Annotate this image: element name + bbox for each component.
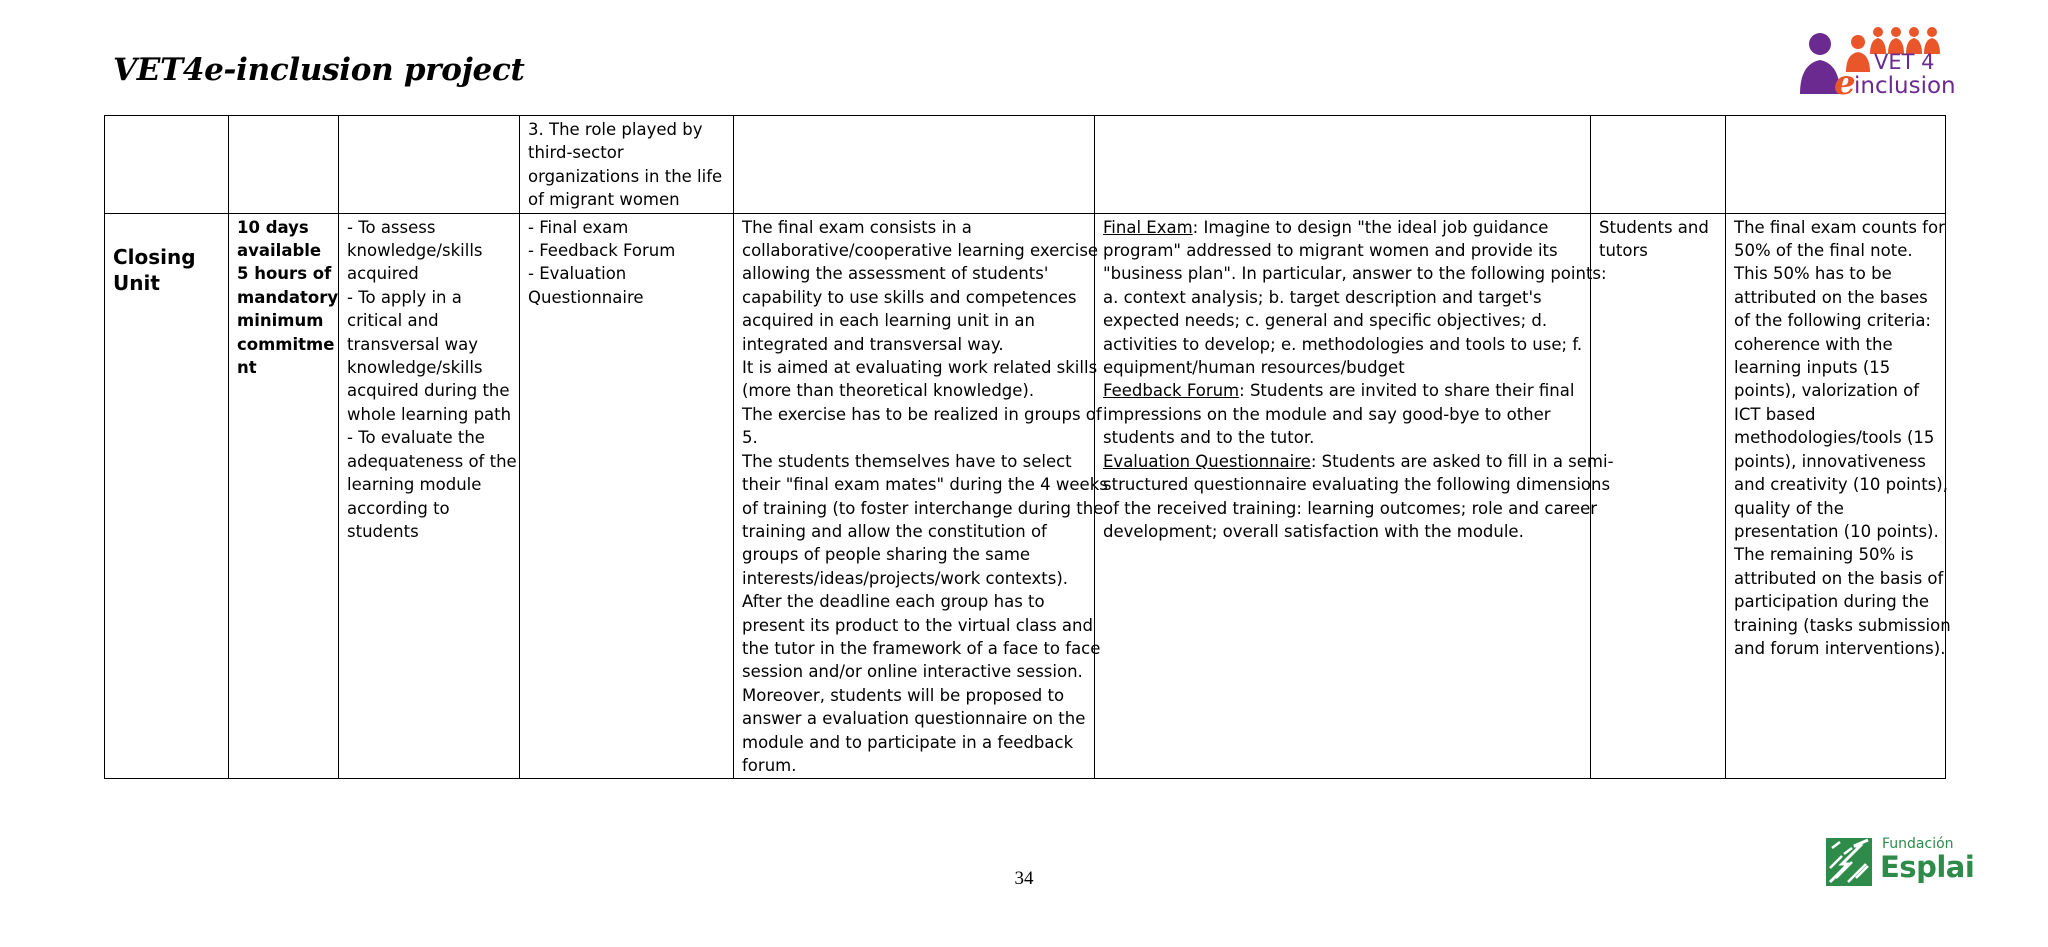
text-line: attributed on the basis of [1734, 568, 1944, 588]
text-line: 3. The role played by [528, 120, 703, 139]
text-line: knowledge/skills [347, 358, 483, 378]
text-line: impressions on the module and say good-bye to other [1103, 404, 1551, 424]
table-cell-contents [520, 116, 734, 214]
text-line: learning inputs (15 [1734, 358, 1891, 378]
text-line: - Feedback Forum [528, 241, 676, 261]
table-row-closing-unit [105, 213, 1946, 779]
text-line: a. context analysis; b. target description and target's [1103, 287, 1542, 307]
text-line: Questionnaire [528, 287, 644, 307]
text-line: answer a evaluation questionnaire on the [742, 709, 1086, 729]
text-line: tutors [1599, 241, 1648, 261]
text-line: The final exam consists in a [742, 217, 972, 237]
page-number: 34 [1014, 868, 1034, 889]
text-line [1103, 450, 1614, 473]
evaluation-cell [1726, 213, 1951, 779]
evaluation-questionnaire-heading: Evaluation Questionnaire [1103, 451, 1311, 471]
text-line: collaborative/cooperative learning exercise [742, 241, 1099, 261]
text-line: expected needs; c. general and specific objectives; d. [1103, 311, 1548, 331]
text-line: "business plan". In particular, answer to the following points: [1103, 264, 1607, 284]
esplai-mark-icon [1826, 838, 1872, 886]
text-line: structured questionnaire evaluating the following dimensions [1103, 475, 1611, 495]
text-line: of the following criteria: [1734, 311, 1931, 331]
feedback-forum-heading: Feedback Forum [1103, 381, 1240, 401]
text-line: capability to use skills and competences [742, 287, 1077, 307]
text-line: After the deadline each group has to [742, 592, 1045, 612]
text-line: ICT based [1734, 404, 1816, 424]
text-line: training and allow the constitution of [742, 521, 1047, 541]
text-line: This 50% has to be [1734, 264, 1892, 284]
text-line [1103, 216, 1583, 239]
text-line: (more than theoretical knowledge). [742, 381, 1035, 401]
text-line: methodologies/tools (15 [1734, 428, 1935, 448]
text-line: groups of people sharing the same [742, 545, 1031, 565]
text-line: acquired during the [347, 381, 510, 401]
text-line: and forum interventions). [1734, 638, 1946, 658]
text-line: of migrant women [528, 190, 680, 210]
text-line: training (tasks submission [1734, 615, 1951, 635]
text-line: mandatory [237, 287, 339, 307]
text-line: of training (to foster interchange during the [742, 498, 1104, 518]
text-line: development; overall satisfaction with the module. [1103, 521, 1524, 541]
text-line: coherence with the [1734, 334, 1893, 354]
text-line: transversal way [347, 334, 479, 354]
unit-name-line: Closing [113, 244, 196, 269]
unit-name-line: Unit [113, 270, 160, 295]
logo-text-top: VET 4 [1874, 50, 1935, 74]
text-line: commitme [237, 334, 335, 354]
text-line: whole learning path [347, 404, 512, 424]
text-line: their "final exam mates" during the 4 weeks [742, 475, 1108, 495]
unit-name [113, 244, 221, 296]
table-cell [1095, 116, 1591, 214]
activities-cell [520, 213, 734, 779]
text-line: 5. [742, 428, 758, 448]
text-line: knowledge/skills [347, 241, 483, 261]
text-line: allowing the assessment of students' [742, 264, 1049, 284]
text-line: The students themselves have to select [742, 451, 1072, 471]
vet4e-inclusion-logo-graphic [1796, 24, 1956, 103]
text-line: presentation (10 points). [1734, 521, 1939, 541]
table-cell [1591, 116, 1726, 214]
text-line: points), innovativeness [1734, 451, 1926, 471]
text-line: available [237, 241, 322, 261]
evaluation-questionnaire-text: : Students are asked to fill in a semi- [1310, 451, 1614, 471]
final-exam-text: : Imagine to design "the ideal job guidance [1192, 217, 1549, 237]
final-exam-heading: Final Exam [1103, 217, 1193, 237]
text-line: learning module [347, 475, 482, 495]
table-cell [229, 116, 339, 214]
text-line: participation during the [1734, 592, 1930, 612]
text-line: - To evaluate the [347, 428, 485, 448]
text-line: nt [237, 358, 257, 378]
text-line: program" addressed to migrant women and provide its [1103, 241, 1558, 261]
text-line: students and to the tutor. [1103, 428, 1315, 448]
feedback-forum-text: : Students are invited to share their final [1239, 381, 1575, 401]
time-cell [229, 213, 339, 779]
text-line: points), valorization of [1734, 381, 1920, 401]
description-cell [734, 213, 1108, 779]
text-line: adequateness of the [347, 451, 517, 471]
text-line: It is aimed at evaluating work related skills [742, 358, 1098, 378]
text-line: 50% of the final note. [1734, 241, 1913, 261]
text-line: activities to develop; e. methodologies and tools to use; f. [1103, 334, 1583, 354]
text-line: - Final exam [528, 217, 629, 237]
text-line: - To assess [347, 217, 436, 237]
text-line: integrated and transversal way. [742, 334, 1004, 354]
text-line: Students and [1599, 217, 1709, 237]
text-line: - To apply in a [347, 287, 462, 307]
text-line: The final exam counts for [1734, 217, 1945, 237]
text-line: interests/ideas/projects/work contexts). [742, 568, 1068, 588]
text-line: quality of the [1734, 498, 1844, 518]
text-line: The exercise has to be realized in groups of [742, 404, 1102, 424]
text-line: Moreover, students will be proposed to [742, 685, 1065, 705]
text-line: according to [347, 498, 450, 518]
text-line: students [347, 521, 419, 541]
text-line: acquired in each learning unit in an [742, 311, 1035, 331]
text-line: organizations in the life [528, 166, 723, 186]
text-line: equipment/human resources/budget [1103, 358, 1405, 378]
table-cell [1726, 116, 1946, 214]
table-cell [734, 116, 1095, 214]
text-line: the tutor in the framework of a face to face [742, 638, 1101, 658]
text-line: of the received training: learning outcomes; role and career [1103, 498, 1598, 518]
unit-name-cell [105, 213, 229, 779]
esplai-logo-line2: Esplai [1880, 850, 1975, 884]
text-line: critical and [347, 311, 439, 331]
fundacion-esplai-logo [1826, 836, 1975, 888]
text-line: 5 hours of [237, 264, 332, 284]
vet4e-inclusion-logo [1796, 24, 1956, 103]
table-row-continued [105, 116, 1946, 214]
text-line: third-sector [528, 143, 624, 163]
text-line: forum. [742, 755, 797, 775]
text-line: acquired [347, 264, 419, 284]
text-line: and creativity (10 points), [1734, 475, 1948, 495]
text-line: present its product to the virtual class and [742, 615, 1093, 635]
table-cell [105, 116, 229, 214]
learning-unit-table [104, 115, 1951, 779]
objectives-cell [339, 213, 520, 779]
text-line: 10 days [237, 217, 309, 237]
logo-text-bottom: inclusion [1854, 73, 1956, 99]
tasks-cell [1095, 213, 1614, 779]
page-title: VET4e-inclusion project [113, 52, 525, 88]
text-line: module and to participate in a feedback [742, 732, 1074, 752]
actors-cell [1591, 213, 1726, 779]
text-line: attributed on the bases [1734, 287, 1928, 307]
table-cell [339, 116, 520, 214]
text-line: minimum [237, 311, 324, 331]
text-line: The remaining 50% is [1734, 545, 1914, 565]
text-line: - Evaluation [528, 264, 627, 284]
logo-text-e: e [1834, 63, 1856, 103]
text-line: session and/or online interactive session. [742, 662, 1083, 682]
text-line [1103, 379, 1583, 402]
esplai-logo-line1: Fundación [1882, 836, 1954, 852]
